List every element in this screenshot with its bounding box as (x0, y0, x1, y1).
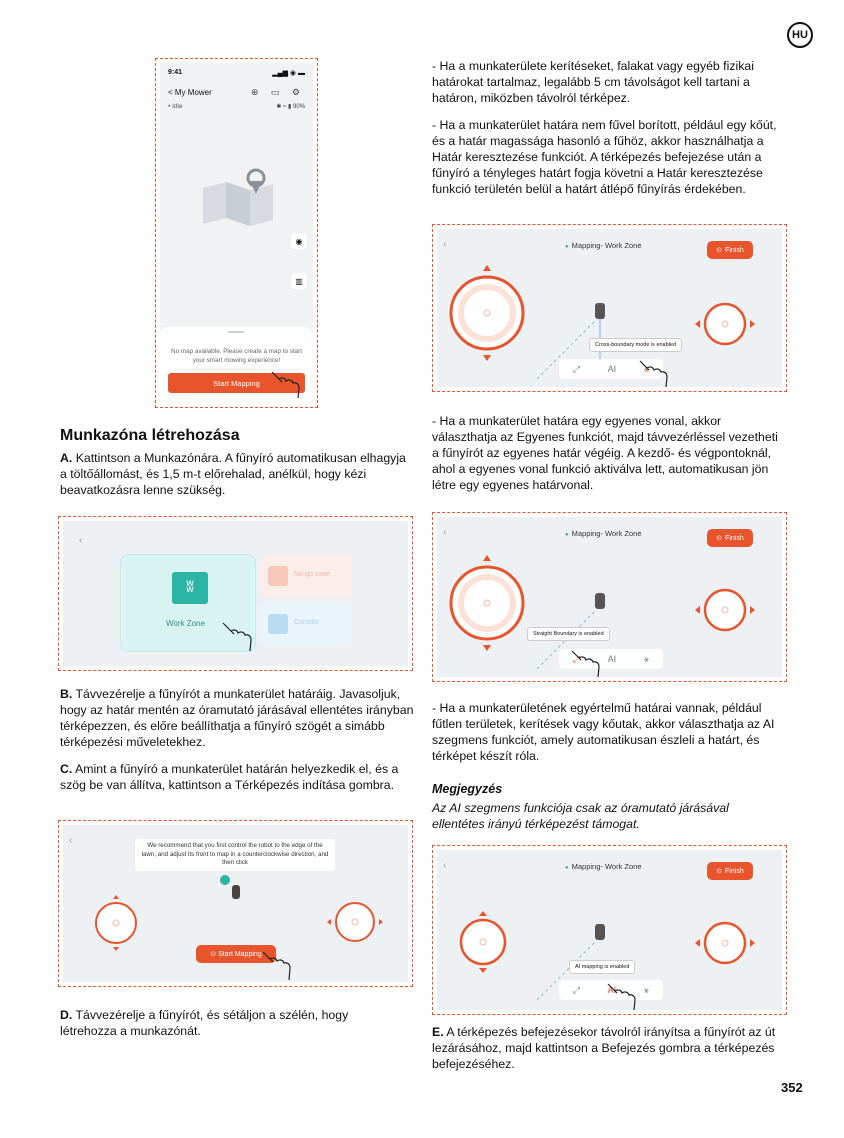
header-icons[interactable]: ⊕ ▭ ⚙ (250, 87, 305, 97)
joystick-left[interactable] (455, 910, 511, 974)
tap-hand-icon (605, 982, 641, 1010)
straight-line-tool-icon[interactable]: ⤢ (572, 653, 581, 664)
work-zone-label: Work Zone (166, 619, 205, 628)
step-a (60, 450, 415, 498)
ai-tool[interactable]: AI (607, 654, 617, 664)
phone-title[interactable]: < My Mower (168, 88, 212, 97)
joystick-left[interactable] (91, 895, 141, 951)
tap-hand-icon (569, 649, 605, 677)
finish-button[interactable]: ⊙ Finish (707, 241, 753, 259)
finish-label: Finish (725, 867, 744, 875)
map-icon-button[interactable]: ▥ (291, 273, 307, 289)
back-icon[interactable]: ‹ (69, 835, 73, 846)
phone-screen (160, 63, 313, 403)
step-a-label: A. (60, 451, 73, 465)
tap-hand-icon (637, 359, 673, 387)
back-icon[interactable]: ‹ (443, 860, 447, 871)
phone-time: 9:41 (168, 69, 183, 76)
signal-icon: ▂▄▆ ◉ ▬ (272, 70, 305, 77)
mapping-straight-screen (437, 517, 782, 677)
step-c-text: Amint a fűnyíró a munkaterület határán helyezkedik el, és a szög be van állítva, kattintson a Térképezés indítása gombra. (60, 762, 399, 792)
note-title: Megjegyzés (432, 782, 503, 796)
back-icon[interactable]: ‹ (79, 535, 83, 546)
ai-tool[interactable]: AI (607, 985, 617, 995)
paragraph-cross-boundary: - Ha a munkaterület határa nem fűvel borított, például egy kőút, és a határ magassága hasonló a fűhöz, akkor használhatja a Határ keresztezése funkciót. A térképezés befejezése után a fűnyíró a tényleges határt fogja követni a Határ keresztezése funkció területén belül a határt átlépő fűnyírás érdekében. (432, 118, 777, 196)
joystick-left[interactable] (445, 265, 529, 361)
finish-button[interactable]: ⊙ Finish (707, 862, 753, 880)
corridor-card[interactable] (260, 602, 352, 646)
paragraph-ai-segment: - Ha a munkaterületének egyértelmű határai vannak, például fűtlen területek, kerítések vagy kőutak, akkor választhatja az AI szegmens funkciót, amely automatikusan észleli a határt, és térképet készít róla. (432, 701, 775, 763)
joystick-right[interactable] (693, 918, 757, 968)
back-icon[interactable]: ‹ (443, 527, 447, 538)
note-text: Az AI szegmens funkciója csak az óramutató járásával ellentétes irányú térképezést támogat. (432, 801, 729, 831)
robot-icon-button[interactable]: ◉ (291, 233, 307, 249)
tap-hand-icon (219, 619, 259, 655)
joystick-right[interactable] (693, 299, 757, 349)
start-mapping-button[interactable]: ⊙ Start Mapping (196, 945, 276, 963)
step-b-text: Távvezérelje a fűnyírót a munkaterület határáig. Javasoljuk, hogy az határ mentén az óramutató járásával ellentétes irányban térképezzen, és előre beállíthatja a fűnyíró szögét a simább térképezési műveletekhez. (60, 687, 414, 749)
cross-boundary-tool-icon[interactable]: ⚹ (643, 653, 650, 664)
phone-status: • Idle (168, 103, 183, 110)
location-pin-icon (220, 875, 230, 885)
ai-tool[interactable]: AI (607, 364, 617, 374)
straight-line-tool-icon[interactable]: ⤢ (572, 984, 581, 995)
straight-line-tool-icon[interactable]: ⤢ (572, 363, 581, 374)
joystick-right[interactable] (693, 585, 757, 635)
mode-tooltip: Straight Boundary is enabled (527, 627, 610, 641)
back-icon[interactable]: ‹ (443, 239, 447, 250)
mode-tooltip: Cross-boundary mode is enabled (589, 338, 682, 352)
paragraph-fences: - Ha a munkaterülete kerítéseket, falakat vagy egyéb fizikai határokat tartalmaz, legalább 5 cm távolságot kell tartani a határon, miközben távolról térképez. (432, 59, 754, 105)
step-d-label: D. (60, 1008, 73, 1022)
no-go-zone-card[interactable] (260, 554, 352, 598)
map-placeholder-icon (198, 168, 278, 228)
mode-tooltip: AI mapping is enabled (569, 960, 635, 974)
step-d (60, 1007, 380, 1039)
tap-hand-icon (259, 950, 299, 982)
recommend-screen (63, 825, 408, 982)
no-go-zone-label: No-go zone (294, 571, 331, 578)
section-title: Munkazóna létrehozása (60, 427, 240, 444)
page-number: 352 (781, 1080, 803, 1095)
step-a-text: Kattintson a Munkazónára. A fűnyíró automatikusan elhagyja a töltőállomást, és 1,5 m-t előrehalad, anélkül, hogy kézi beavatkozásra lenne szükség. (60, 451, 406, 497)
paragraph-straight: - Ha a munkaterület határa egy egyenes vonal, akkor választhatja az Egyenes funkciót, majd távvezérléssel vezetheti a fűnyírót az egyenes határ végéig. A kezdő- és végpontoknál, ahol a egyenes vonal funkció aktiválva lett, automatikusan jön létre egy egyenes határvonal. (432, 414, 778, 492)
joystick-right[interactable] (325, 899, 385, 945)
corridor-icon (268, 614, 288, 634)
mapping-title: ● Mapping- Work Zone (565, 862, 642, 871)
step-c-label: C. (60, 762, 73, 776)
sheet-handle (228, 331, 244, 333)
joystick-left[interactable] (445, 555, 529, 651)
mapping-title: ● Mapping- Work Zone (565, 529, 642, 538)
step-c (60, 761, 410, 793)
corridor-label: Corridor (294, 619, 320, 626)
empty-map-message: No map available. Please create a map to start your smart mowing experience! (171, 348, 302, 364)
grass-icon: ʬ (172, 572, 208, 604)
step-e-text: A térképezés befejezésekor távolról irányítsa a fűnyírót az út lezárásához, majd kattintson a Befejezés gombra a térképezés befejezéséhez. (432, 1025, 776, 1071)
start-mapping-label: Start Mapping (218, 950, 262, 958)
start-mapping-button[interactable]: Start Mapping (168, 373, 305, 393)
step-b (60, 686, 418, 750)
cross-boundary-tool-icon[interactable]: ⚹ (643, 984, 650, 995)
mower-icon (232, 885, 240, 899)
zone-select-screen (63, 521, 408, 666)
step-e (432, 1024, 777, 1072)
step-e-label: E. (432, 1025, 444, 1039)
tap-hand-icon (268, 368, 304, 402)
finish-label: Finish (725, 246, 744, 254)
cross-boundary-tool-icon[interactable]: ⚹ (643, 363, 650, 374)
step-d-text: Távvezérelje a fűnyírót, és sétáljon a szélén, hogy létrehozza a munkazónát. (60, 1008, 349, 1038)
bluetooth-wifi-battery-icon: ✱ ≈ ▮ 90% (276, 104, 305, 110)
mapping-ai-screen (437, 850, 782, 1010)
step-b-label: B. (60, 687, 73, 701)
language-badge: HU (787, 22, 813, 48)
finish-label: Finish (725, 534, 744, 542)
mapping-cross-screen (437, 229, 782, 387)
finish-button[interactable]: ⊙ Finish (707, 529, 753, 547)
mapping-title: ● Mapping- Work Zone (565, 241, 642, 250)
no-go-icon (268, 566, 288, 586)
recommend-message: We recommend that you first control the robot to the edge of the lawn, and adjust its front to map in a counterclockwise direction, and then click (135, 839, 335, 871)
